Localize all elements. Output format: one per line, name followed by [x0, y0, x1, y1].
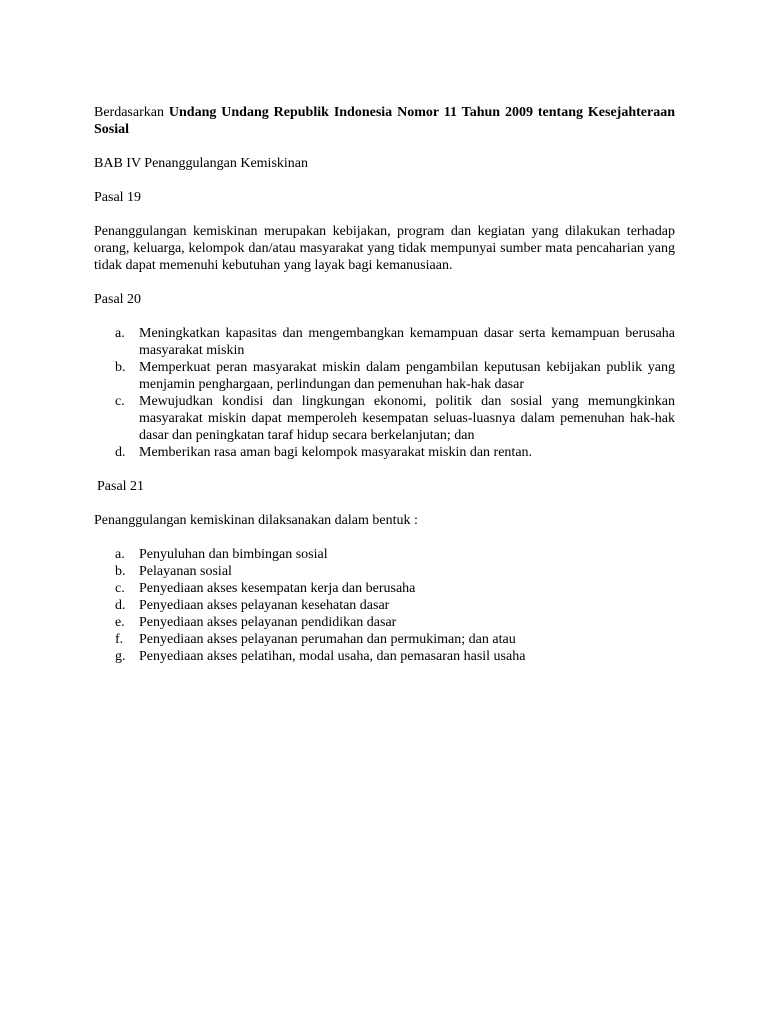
intro-paragraph: [94, 104, 675, 138]
pasal-20-heading: Pasal 20: [94, 292, 142, 307]
spacer: [94, 308, 675, 325]
list-item-text: Penyuluhan dan bimbingan sosial: [139, 547, 328, 562]
list-marker: c.: [115, 394, 125, 409]
list-marker: e.: [115, 615, 125, 630]
list-item-text: Penyediaan akses pelayanan perumahan dan permukiman; dan atau: [139, 632, 516, 647]
spacer: [94, 138, 675, 155]
spacer: [94, 274, 675, 291]
list-item: [94, 597, 675, 614]
list-marker: d.: [115, 445, 126, 460]
list-item-text: Penyediaan akses kesempatan kerja dan berusaha: [139, 581, 416, 596]
list-item-text: Penyediaan akses pelatihan, modal usaha, dan pemasaran hasil usaha: [139, 649, 526, 664]
list-item: [94, 631, 675, 648]
pasal-21-heading: Pasal 21: [97, 479, 145, 494]
list-item: [94, 546, 675, 563]
list-marker: b.: [115, 360, 126, 375]
list-item: [94, 580, 675, 597]
spacer: [94, 529, 675, 546]
list-item-text: Meningkatkan kapasitas dan mengembangkan kemampuan dasar serta kemampuan berusaha masyarakat miskin: [139, 326, 675, 358]
pasal-21-list: [94, 546, 675, 665]
intro-prefix: Berdasarkan: [94, 105, 164, 120]
list-marker: d.: [115, 598, 126, 613]
document-page: [94, 104, 675, 665]
spacer: [94, 172, 675, 189]
list-item-text: Penyediaan akses pelayanan kesehatan dasar: [139, 598, 390, 613]
list-item: [94, 444, 675, 461]
pasal-21-text: Penanggulangan kemiskinan dilaksanakan dalam bentuk :: [94, 513, 418, 528]
list-item: [94, 393, 675, 444]
list-item: [94, 359, 675, 393]
spacer: [94, 461, 675, 478]
list-item-text: Penyediaan akses pelayanan pendidikan dasar: [139, 615, 397, 630]
list-item: [94, 648, 675, 665]
list-marker: a.: [115, 326, 125, 341]
list-item-text: Pelayanan sosial: [139, 564, 232, 579]
list-item: [94, 614, 675, 631]
list-item: [94, 325, 675, 359]
law-title: Undang Undang Republik Indonesia Nomor 11 Tahun 2009 tentang Kesejahteraan Sosial: [94, 105, 675, 137]
pasal-20-list: [94, 325, 675, 461]
list-marker: b.: [115, 564, 126, 579]
bab-heading: BAB IV Penanggulangan Kemiskinan: [94, 156, 308, 171]
spacer: [94, 206, 675, 223]
spacer: [94, 495, 675, 512]
list-marker: a.: [115, 547, 125, 562]
pasal-19-text: Penanggulangan kemiskinan merupakan kebijakan, program dan kegiatan yang dilakukan terhadap orang, keluarga, kelompok dan/atau masyarakat yang tidak mempunyai sumber mata pencaharian yang tidak dapat memenuhi kebutuhan yang layak bagi kemanusiaan.: [94, 224, 675, 273]
list-marker: f.: [115, 632, 124, 647]
list-marker: g.: [115, 649, 126, 664]
list-item-text: Memperkuat peran masyarakat miskin dalam pengambilan keputusan kebijakan publik yang menjamin penghargaan, perlindungan dan pemenuhan hak-hak dasar: [139, 360, 675, 392]
list-item-text: Mewujudkan kondisi dan lingkungan ekonomi, politik dan sosial yang memungkinkan masyarakat miskin dapat memperoleh kesempatan seluas-luasnya dalam pemenuhan hak-hak dasar dan peningkatan taraf hidup secara berkelanjutan; dan: [139, 394, 675, 443]
list-marker: c.: [115, 581, 125, 596]
pasal-19-heading: Pasal 19: [94, 190, 142, 205]
list-item: [94, 563, 675, 580]
list-item-text: Memberikan rasa aman bagi kelompok masyarakat miskin dan rentan.: [139, 445, 533, 460]
